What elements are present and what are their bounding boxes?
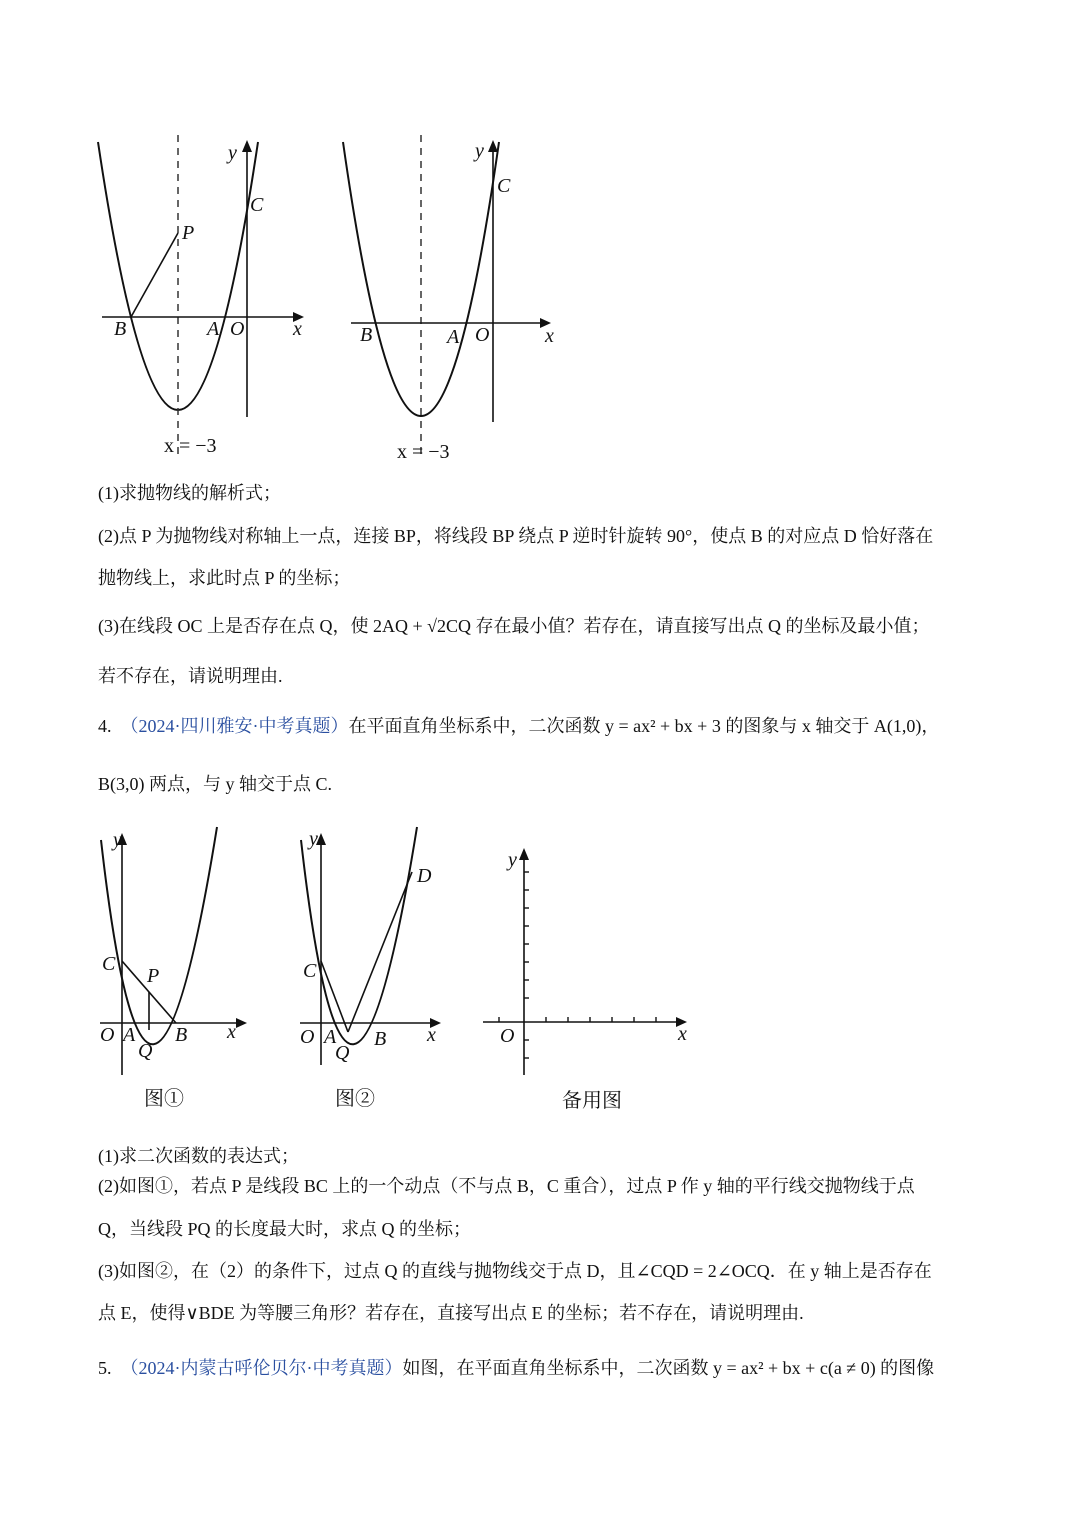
figure-q4-backup — [478, 840, 698, 1075]
y-axis-label: y — [475, 140, 484, 162]
point-c-label: C — [303, 960, 317, 982]
point-b-label: B — [360, 324, 373, 346]
question-number: 4. — [98, 716, 112, 736]
x-axis-label: x — [545, 325, 554, 347]
q4-part2: (2)如图①，若点 P 是线段 BC 上的一个动点（不与点 B，C 重合），过点 P 作 y 轴的平行线交抛物线于点 — [98, 1176, 915, 1196]
figure-q4-1 — [95, 825, 260, 1065]
point-c-label: C — [102, 953, 116, 975]
symmetry-axis-label: x = −3 — [164, 435, 217, 457]
question-source: （2024·内蒙古呼伦贝尔·中考真题） — [120, 1358, 403, 1378]
figure-top-left — [90, 130, 320, 470]
q3-part1: (1)求抛物线的解析式； — [98, 483, 281, 503]
point-b-label: B — [175, 1024, 188, 1046]
figure-top-right — [335, 130, 565, 470]
point-a-label: A — [123, 1024, 136, 1046]
point-p-label: P — [182, 222, 195, 244]
x-axis-label: x — [678, 1023, 687, 1045]
x-axis-label: x — [293, 318, 302, 340]
q3-part3: (3)在线段 OC 上是否存在点 Q，使 2AQ + √2CQ 存在最小值？若存在，请直接写出点 Q 的坐标及最小值； — [98, 616, 930, 636]
q5-stem: 5. （2024·内蒙古呼伦贝尔·中考真题）如图，在平面直角坐标系中，二次函数 y = ax² + bx + c(a ≠ 0) 的图像 — [98, 1358, 935, 1378]
figure-q4-2 — [295, 825, 460, 1065]
q4-stem: 4. （2024·四川雅安·中考真题）在平面直角坐标系中，二次函数 y = ax² + bx + 3 的图象与 x 轴交于 A(1,0)， — [98, 716, 940, 736]
origin-label: O — [500, 1025, 515, 1047]
point-b-label: B — [114, 318, 127, 340]
point-a-label: A — [447, 326, 460, 348]
point-p-label: P — [147, 965, 160, 987]
point-c-label: C — [250, 194, 264, 216]
y-axis-label: y — [508, 849, 517, 871]
q4-part2-cont: Q，当线段 PQ 的长度最大时，求点 Q 的坐标； — [98, 1219, 472, 1239]
figure-1-caption: 图① — [144, 1088, 184, 1110]
origin-label: O — [230, 318, 245, 340]
q4-stem-cont: B(3,0) 两点，与 y 轴交于点 C. — [98, 774, 332, 794]
q4-part3-cont: 点 E，使得∨BDE 为等腰三角形？若存在，直接写出点 E 的坐标；若不存在，请说明理由. — [98, 1303, 804, 1323]
q3-part3-cont: 若不存在，请说明理由. — [98, 666, 283, 686]
symmetry-axis-label: x = −3 — [397, 441, 450, 463]
y-axis-label: y — [113, 829, 122, 851]
origin-label: O — [300, 1026, 315, 1048]
point-b-label: B — [374, 1028, 387, 1050]
point-a-label: A — [207, 318, 220, 340]
q4-part3: (3)如图②，在（2）的条件下，过点 Q 的直线与抛物线交于点 D，且∠CQD = 2∠OCQ．在 y 轴上是否存在 — [98, 1261, 932, 1281]
point-q-label: Q — [335, 1042, 350, 1064]
y-axis-label: y — [228, 142, 237, 164]
point-c-label: C — [497, 175, 511, 197]
point-q-label: Q — [138, 1040, 153, 1062]
x-axis-label: x — [427, 1024, 436, 1046]
figure-2-caption: 图② — [335, 1088, 375, 1110]
question-source: （2024·四川雅安·中考真题） — [120, 716, 349, 736]
q3-part2-cont: 抛物线上，求此时点 P 的坐标； — [98, 568, 351, 588]
question-number: 5. — [98, 1358, 112, 1378]
q4-part1: (1)求二次函数的表达式； — [98, 1146, 299, 1166]
q3-part2: (2)点 P 为抛物线对称轴上一点，连接 BP，将线段 BP 绕点 P 逆时针旋转 90°，使点 B 的对应点 D 恰好落在 — [98, 526, 934, 546]
origin-label: O — [475, 324, 490, 346]
y-axis-label: y — [309, 828, 318, 850]
backup-figure-caption: 备用图 — [562, 1090, 622, 1112]
origin-label: O — [100, 1024, 115, 1046]
x-axis-label: x — [227, 1021, 236, 1043]
point-d-label: D — [417, 865, 432, 887]
point-a-label: A — [324, 1026, 337, 1048]
